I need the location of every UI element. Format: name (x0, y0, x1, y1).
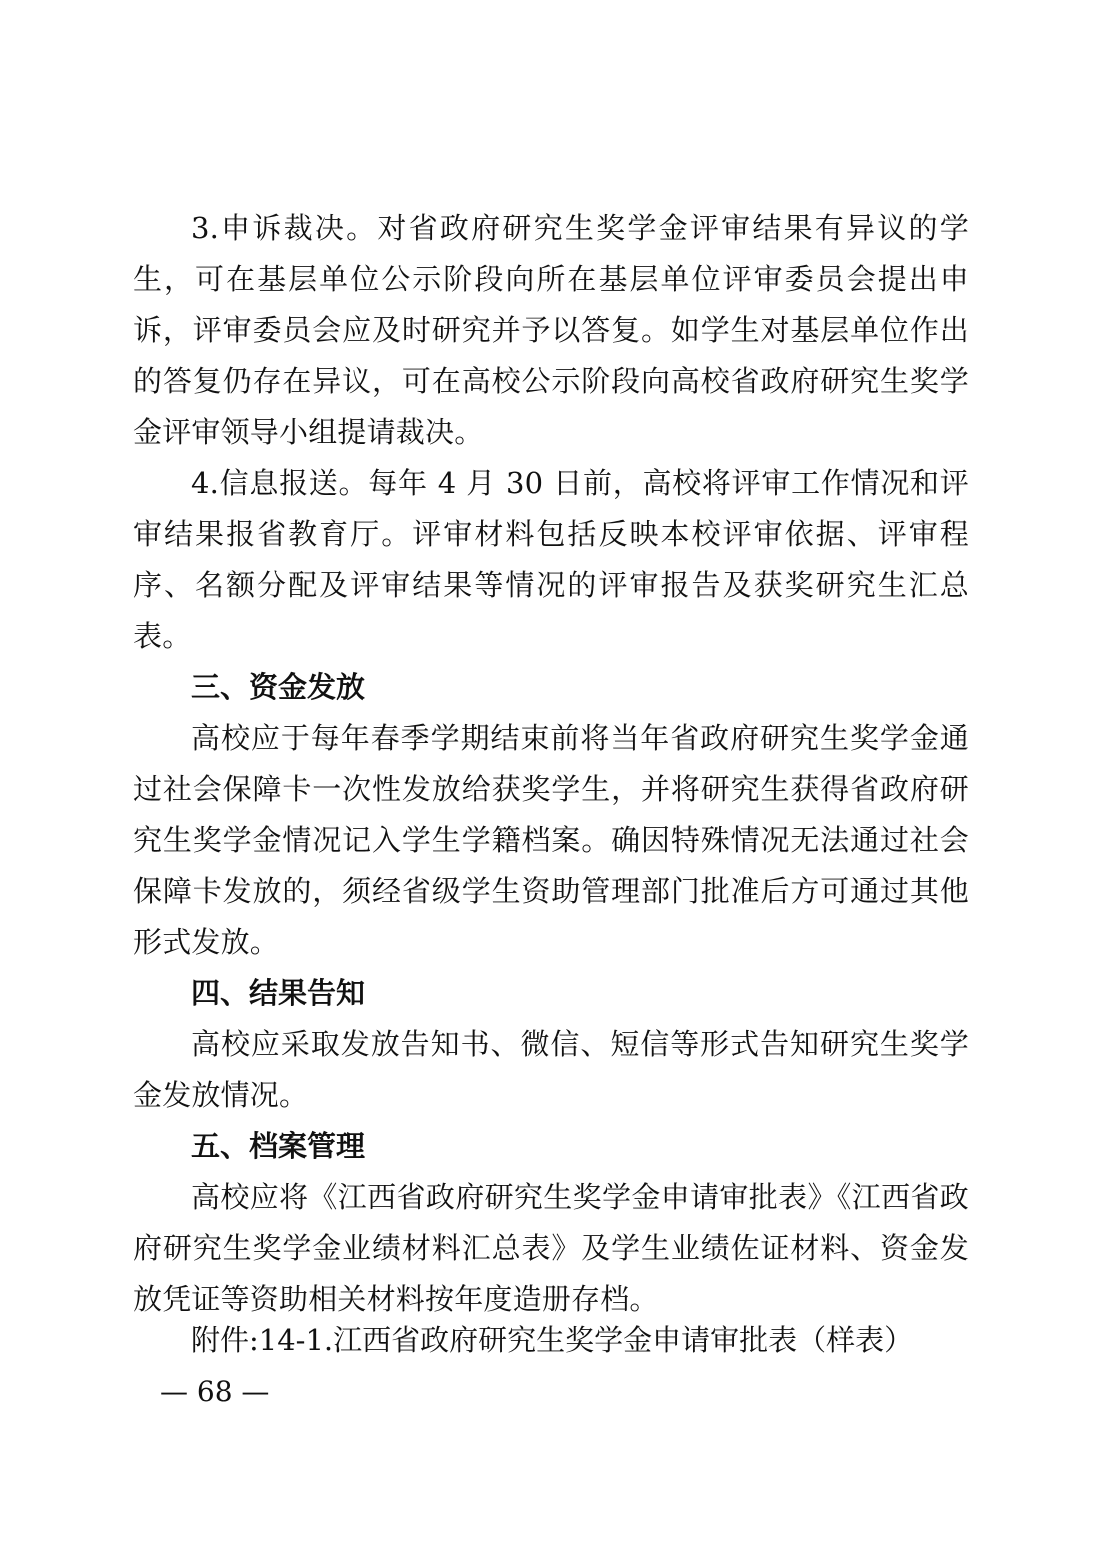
page-number: — 68 — (160, 1375, 270, 1408)
paragraph-archive-management: 高校应将《江西省政府研究生奖学金申请审批表》《江西省政府研究生奖学金业绩材料汇总表》及学生业绩佐证材料、资金发放凭证等资助相关材料按年度造册存档。 (133, 1180, 969, 1316)
section-heading-result-notification: 四、结果告知 (191, 976, 366, 1010)
paragraph-result-notification: 高校应采取发放告知书、微信、短信等形式告知研究生奖学金发放情况。 (133, 1027, 969, 1112)
section-heading-fund-disbursement: 三、资金发放 (191, 670, 366, 704)
paragraph-fund-disbursement: 高校应于每年春季学期结束前将当年省政府研究生奖学金通过社会保障卡一次性发放给获奖学生，并将研究生获得省政府研究生奖学金情况记入学生学籍档案。确因特殊情况无法通过社会保障卡发放的，须经省级学生资助管理部门批准后方可通过其他形式发放。 (133, 721, 969, 959)
document-body (133, 203, 969, 1325)
attachment-note: 附件:14-1.江西省政府研究生奖学金申请审批表（样表） (191, 1323, 914, 1357)
paragraph-info-reporting: 4.信息报送。每年 4 月 30 日前，高校将评审工作情况和评审结果报省教育厅。评审材料包括反映本校评审依据、评审程序、名额分配及评审结果等情况的评审报告及获奖研究生汇总表。 (133, 466, 969, 653)
section-heading-archive-management: 五、档案管理 (191, 1129, 366, 1163)
paragraph-appeal-ruling: 3.申诉裁决。对省政府研究生奖学金评审结果有异议的学生，可在基层单位公示阶段向所在基层单位评审委员会提出申诉，评审委员会应及时研究并予以答复。如学生对基层单位作出的答复仍存在异议，可在高校公示阶段向高校省政府研究生奖学金评审领导小组提请裁决。 (133, 211, 969, 449)
